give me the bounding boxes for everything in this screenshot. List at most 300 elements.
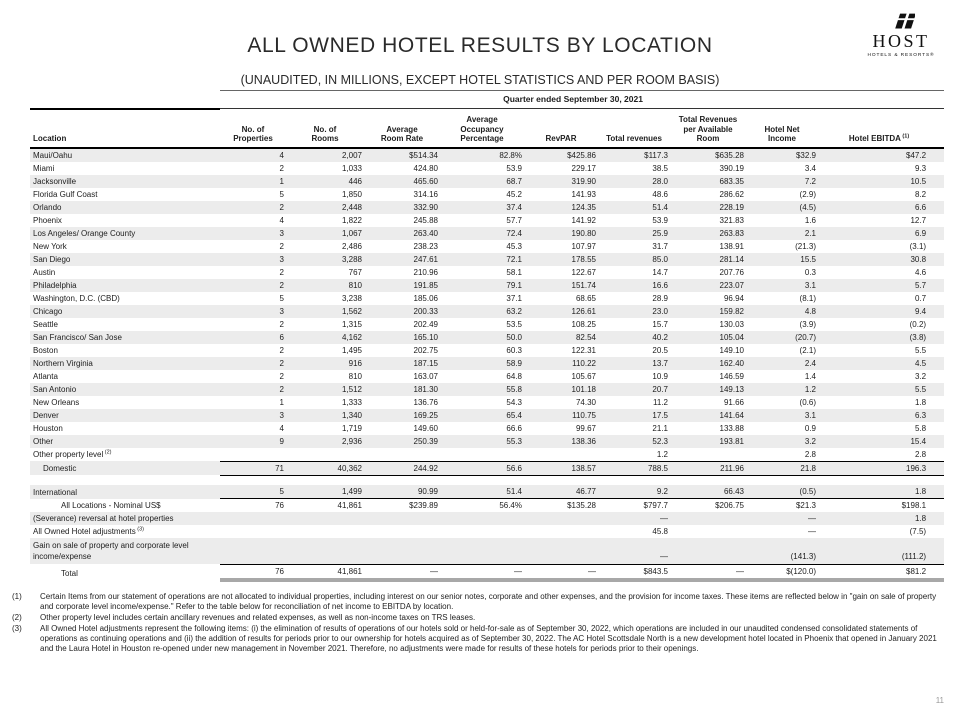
cell-revenues-per-available-room: 141.64 [670, 409, 746, 422]
cell-net-income: (20.7) [746, 331, 818, 344]
cell-rooms: 1,562 [286, 305, 364, 318]
cell-revenues-per-available-room: — [670, 564, 746, 580]
cell-total-revenues: 25.9 [598, 227, 670, 240]
cell-occupancy: 56.6 [440, 461, 524, 475]
table-row-phoenix [30, 214, 944, 227]
row-label: International [30, 485, 220, 499]
cell-occupancy: 66.6 [506, 423, 522, 433]
cell-total-revenues: — [598, 512, 670, 525]
cell-net-income: 2.1 [746, 227, 818, 240]
footnote [12, 592, 950, 612]
cell-ebitda: 4.6 [914, 267, 927, 277]
row-label: All Owned Hotel adjustments $^{(3)}$ [33, 526, 144, 537]
row-label: Gain on sale of property and corporate level income/expense [30, 538, 220, 564]
table-row-northern-virginia [30, 357, 944, 370]
cell-revpar: 74.30 [575, 397, 596, 407]
cell-ebitda: 1.8 [914, 397, 927, 407]
table-row-other [30, 435, 944, 448]
period-header-spacer-cell [30, 91, 220, 109]
host-logo-icon [887, 13, 915, 30]
cell-ebitda: 2.8 [914, 449, 927, 459]
cell-revenues-per-available-room: 66.43 [670, 485, 746, 499]
table-row-maui-oahu [30, 148, 944, 162]
row-label: Washington, D.C. (CBD) [33, 293, 120, 303]
cell-rooms: 916 [286, 357, 364, 370]
cell-total-revenues: 38.5 [652, 163, 668, 173]
cell-revpar: 151.74 [524, 279, 598, 292]
cell-rooms: 40,362 [286, 461, 364, 475]
cell-revpar: $135.28 [567, 501, 596, 511]
cell-rooms: 2,486 [341, 241, 362, 251]
cell-occupancy: 60.3 [506, 345, 522, 355]
cell-properties [220, 512, 286, 525]
cell-occupancy: 37.1 [506, 293, 522, 303]
cell-net-income: (2.9) [799, 189, 816, 199]
cell-occupancy: 58.9 [440, 357, 524, 370]
cell-occupancy [440, 512, 524, 525]
table-row-atlanta [30, 370, 944, 383]
cell-ebitda: 8.2 [914, 189, 927, 199]
cell-revenues-per-available-room: 286.62 [719, 189, 744, 199]
cell-net-income: 3.1 [746, 409, 818, 422]
cell-properties: 4 [220, 148, 286, 162]
cell-properties: 5 [220, 485, 286, 499]
cell-properties: 2 [279, 319, 284, 329]
cell-occupancy: 68.7 [440, 175, 524, 188]
cell-revpar: 108.25 [571, 319, 596, 329]
cell-properties: 2 [220, 383, 286, 396]
cell-total-revenues: $797.7 [643, 501, 668, 511]
row-label: Phoenix [33, 215, 62, 225]
cell-revenues-per-available-room: 193.81 [670, 435, 746, 448]
cell-occupancy: 65.4 [440, 409, 524, 422]
cell-total-revenues: 14.7 [652, 267, 668, 277]
results-table [30, 90, 944, 582]
cell-properties: 5 [279, 293, 284, 303]
cell-total-revenues: 52.3 [598, 435, 670, 448]
cell-total-revenues: 45.8 [652, 527, 668, 537]
row-label: Denver [30, 409, 220, 422]
row-label: New York [33, 241, 67, 251]
cell-net-income: 1.2 [746, 383, 818, 396]
row-label: Chicago [30, 305, 220, 318]
cell-properties: 3 [220, 227, 286, 240]
cell-rooms: 1,033 [341, 163, 362, 173]
cell-net-income: 3.4 [804, 163, 816, 173]
row-label: (Severance) reversal at hotel properties [30, 512, 220, 525]
cell-occupancy: 50.0 [440, 331, 524, 344]
row-label: Orlando [30, 201, 220, 214]
cell-revenues-per-available-room: 159.82 [670, 305, 746, 318]
cell-room-rate: 238.23 [413, 241, 438, 251]
table-row-all-owned-hotel-adjustments [30, 525, 944, 538]
cell-net-income: 3.2 [746, 435, 818, 448]
cell-ebitda: 6.9 [818, 227, 944, 240]
host-logo-tagline: HOTELS & RESORTS® [867, 53, 935, 58]
cell-net-income: 1.6 [804, 215, 816, 225]
cell-total-revenues: 31.7 [652, 241, 668, 251]
cell-occupancy: 64.8 [506, 371, 522, 381]
table-row-gain-on-sale-of-property-and-corporate-level-income-expense [30, 538, 944, 564]
col-header-occupancy: Average Occupancy Percentage [440, 109, 524, 148]
cell-net-income: 3.1 [746, 279, 818, 292]
row-label: Florida Gulf Coast [33, 189, 98, 199]
cell-revenues-per-available-room: 263.83 [670, 227, 746, 240]
spacer-cell [30, 475, 944, 485]
cell-net-income: $32.9 [746, 148, 818, 162]
cell-revpar: 107.97 [571, 241, 596, 251]
cell-ebitda: 3.2 [914, 371, 927, 381]
cell-rooms [286, 525, 364, 538]
cell-revenues-per-available-room: 146.59 [719, 371, 744, 381]
table-row-san-diego [30, 253, 944, 266]
cell-room-rate: 202.75 [413, 345, 438, 355]
cell-total-revenues: 15.7 [652, 319, 668, 329]
cell-properties: 2 [279, 345, 284, 355]
cell-rooms: 41,861 [286, 564, 364, 580]
cell-properties: 1 [279, 397, 284, 407]
cell-rooms: 446 [286, 175, 364, 188]
row-label: Maui/Oahu [30, 148, 220, 162]
cell-revpar: 101.18 [524, 383, 598, 396]
cell-net-income: (21.3) [795, 241, 816, 251]
cell-revenues-per-available-room: 321.83 [719, 215, 744, 225]
cell-properties: 2 [220, 279, 286, 292]
cell-ebitda: 10.5 [818, 175, 944, 188]
cell-revenues-per-available-room: 96.94 [723, 293, 744, 303]
cell-occupancy: 53.5 [506, 319, 522, 329]
cell-properties: 71 [220, 461, 286, 475]
table-row-houston [30, 422, 944, 435]
cell-revpar: 138.36 [524, 435, 598, 448]
cell-net-income: 1.4 [804, 371, 816, 381]
cell-occupancy: 37.4 [440, 201, 524, 214]
cell-total-revenues: 13.7 [598, 357, 670, 370]
footnote [12, 613, 950, 623]
row-label: Philadelphia [30, 279, 220, 292]
table-row-austin [30, 266, 944, 279]
cell-net-income: (141.3) [746, 538, 818, 564]
row-label: Other property level $^{(2)}$ [33, 449, 112, 460]
row-label: Houston [33, 423, 63, 433]
row-label: New Orleans [33, 397, 80, 407]
cell-occupancy: 53.9 [506, 163, 522, 173]
cell-net-income: — [808, 527, 816, 537]
cell-properties [220, 448, 286, 462]
table-row-severance-reversal-at-hotel-properties [30, 512, 944, 525]
cell-total-revenues: 11.2 [653, 397, 668, 407]
table-row-san-francisco-san-jose [30, 331, 944, 344]
cell-revpar [524, 538, 598, 564]
cell-properties: 2 [279, 371, 284, 381]
cell-properties: 2 [279, 241, 284, 251]
cell-room-rate: $514.34 [364, 148, 440, 162]
cell-ebitda: 6.3 [818, 409, 944, 422]
cell-total-revenues: 788.5 [598, 461, 670, 475]
cell-revpar: 110.22 [524, 357, 598, 370]
cell-properties: 6 [220, 331, 286, 344]
cell-total-revenues: $843.5 [598, 564, 670, 580]
cell-room-rate: — [364, 564, 440, 580]
row-label: Seattle [33, 319, 58, 329]
table-row-new-orleans [30, 396, 944, 409]
cell-occupancy: 55.3 [440, 435, 524, 448]
cell-revenues-per-available-room [670, 448, 746, 462]
cell-occupancy: 56.4% [499, 501, 522, 511]
cell-net-income: 0.3 [804, 267, 816, 277]
cell-revpar: 122.31 [571, 345, 596, 355]
col-header-properties: No. of Properties [220, 109, 286, 148]
row-label: San Diego [30, 253, 220, 266]
cell-revpar: 229.17 [571, 163, 596, 173]
cell-rooms: 1,067 [286, 227, 364, 240]
col-header-net-income: Hotel Net Income [746, 109, 818, 148]
cell-properties: 2 [220, 201, 286, 214]
cell-properties [220, 538, 286, 564]
cell-ebitda: 196.3 [818, 461, 944, 475]
col-header-location: Location [30, 109, 220, 148]
cell-room-rate: 332.90 [364, 201, 440, 214]
cell-room-rate: 90.99 [364, 485, 440, 499]
row-label: San Antonio [30, 383, 220, 396]
cell-occupancy: 45.2 [506, 189, 522, 199]
cell-properties: 3 [220, 409, 286, 422]
cell-room-rate: 181.30 [364, 383, 440, 396]
footnote-text: Other property level includes certain ancillary revenues and related expenses, as well as non-income taxes on TRS leases. [40, 613, 476, 622]
row-label: San Francisco/ San Jose [30, 331, 220, 344]
cell-room-rate: 424.80 [413, 163, 438, 173]
cell-room-rate: 202.49 [413, 319, 438, 329]
cell-properties: 4 [279, 215, 284, 225]
cell-room-rate: 245.88 [413, 215, 438, 225]
table-row-other-property-level [30, 448, 944, 462]
cell-revenues-per-available-room: 223.07 [670, 279, 746, 292]
table-row-philadelphia [30, 279, 944, 292]
table-row-denver [30, 409, 944, 422]
cell-total-revenues: 20.7 [598, 383, 670, 396]
col-header-total-revenues: Total revenues [598, 109, 670, 148]
table-row-international [30, 485, 944, 499]
cell-properties: 1 [220, 175, 286, 188]
cell-room-rate: 200.33 [364, 305, 440, 318]
cell-revpar: 138.57 [524, 461, 598, 475]
cell-net-income: (2.1) [799, 345, 816, 355]
row-label: Austin [33, 267, 56, 277]
cell-net-income: (0.6) [799, 397, 816, 407]
cell-net-income: (3.9) [799, 319, 816, 329]
cell-rooms: 1,719 [341, 423, 362, 433]
cell-occupancy [440, 538, 524, 564]
cell-revpar: 141.93 [571, 189, 596, 199]
cell-rooms: 3,288 [286, 253, 364, 266]
cell-net-income: — [746, 512, 818, 525]
cell-revenues-per-available-room [670, 525, 746, 538]
cell-properties: 4 [279, 423, 284, 433]
cell-occupancy [440, 525, 524, 538]
cell-properties: 76 [275, 501, 284, 511]
cell-total-revenues: 28.0 [598, 175, 670, 188]
cell-net-income: $(120.0) [746, 564, 818, 580]
cell-properties [220, 525, 286, 538]
table-body [30, 148, 944, 580]
cell-room-rate: 210.96 [413, 267, 438, 277]
cell-revenues-per-available-room [670, 538, 746, 564]
cell-ebitda: (3.8) [818, 331, 944, 344]
cell-revenues-per-available-room: 149.10 [719, 345, 744, 355]
cell-total-revenues: 40.2 [598, 331, 670, 344]
period-header-row [30, 91, 944, 109]
cell-rooms: 3,238 [341, 293, 362, 303]
cell-occupancy: 45.3 [506, 241, 522, 251]
cell-ebitda: 0.7 [914, 293, 927, 303]
cell-occupancy: 58.1 [506, 267, 522, 277]
cell-properties: 2 [279, 163, 284, 173]
cell-occupancy: 55.8 [440, 383, 524, 396]
cell-rooms: 4,162 [286, 331, 364, 344]
cell-ebitda: 5.5 [914, 345, 927, 355]
cell-revenues-per-available-room: 228.19 [670, 201, 746, 214]
cell-total-revenues: 10.9 [652, 371, 668, 381]
col-header-revenues-per-available-room: Total Revenues per Available Room [670, 109, 746, 148]
cell-revenues-per-available-room: $635.28 [670, 148, 746, 162]
cell-total-revenues: 9.2 [598, 485, 670, 499]
cell-revpar: 110.75 [524, 409, 598, 422]
cell-revenues-per-available-room: $206.75 [715, 501, 744, 511]
table-row-total [30, 564, 944, 580]
cell-ebitda: (0.2) [909, 319, 927, 329]
cell-rooms: 1,333 [341, 397, 362, 407]
cell-net-income: 7.2 [746, 175, 818, 188]
cell-revenues-per-available-room: 105.04 [670, 331, 746, 344]
cell-rooms: 1,512 [286, 383, 364, 396]
cell-occupancy: 72.1 [440, 253, 524, 266]
host-logo-wordmark: HOST [872, 31, 930, 51]
table-row-washington-d-c-cbd [30, 292, 944, 305]
cell-revenues-per-available-room: 281.14 [670, 253, 746, 266]
cell-ebitda: (111.2) [818, 538, 944, 564]
row-label: Domestic [30, 461, 220, 475]
table-row-los-angeles-orange-county [30, 227, 944, 240]
cell-revpar: 105.67 [571, 371, 596, 381]
table-row-boston [30, 344, 944, 357]
cell-room-rate: 314.16 [413, 189, 438, 199]
cell-ebitda: 12.7 [910, 215, 927, 225]
cell-revpar: 319.90 [524, 175, 598, 188]
cell-revpar: 68.65 [575, 293, 596, 303]
cell-total-revenues: $117.3 [598, 148, 670, 162]
page-title: ALL OWNED HOTEL RESULTS BY LOCATION [247, 34, 713, 57]
cell-room-rate: 191.85 [364, 279, 440, 292]
cell-rooms: 2,448 [286, 201, 364, 214]
cell-ebitda: 30.8 [818, 253, 944, 266]
table-row-florida-gulf-coast [30, 188, 944, 201]
cell-rooms: 2,936 [286, 435, 364, 448]
cell-room-rate [364, 538, 440, 564]
cell-ebitda: 9.4 [818, 305, 944, 318]
cell-revenues-per-available-room: 138.91 [719, 241, 744, 251]
cell-rooms: 1,499 [286, 485, 364, 499]
cell-ebitda: 5.7 [818, 279, 944, 292]
cell-room-rate [364, 525, 440, 538]
col-header-revpar: RevPAR [524, 109, 598, 148]
footnotes [12, 592, 950, 655]
table-row-orlando [30, 201, 944, 214]
cell-revenues-per-available-room: 207.76 [719, 267, 744, 277]
cell-ebitda: (7.5) [909, 527, 927, 537]
cell-room-rate: 163.07 [413, 371, 438, 381]
cell-net-income: 21.8 [746, 461, 818, 475]
cell-total-revenues: 53.9 [652, 215, 668, 225]
col-header-rooms: No. of Rooms [286, 109, 364, 148]
row-label: Miami [33, 163, 55, 173]
cell-room-rate: 187.15 [364, 357, 440, 370]
cell-room-rate: 465.60 [364, 175, 440, 188]
cell-revpar: 99.67 [575, 423, 596, 433]
table-row-jacksonville [30, 175, 944, 188]
cell-revpar: 124.35 [524, 201, 598, 214]
row-label: Jacksonville [30, 175, 220, 188]
cell-ebitda: 4.5 [818, 357, 944, 370]
table-row-all-locations-nominal-us [30, 499, 944, 513]
cell-ebitda: $81.2 [818, 564, 944, 580]
cell-total-revenues: 1.2 [656, 449, 668, 459]
cell-rooms: 810 [348, 371, 362, 381]
cell-rooms: 41,861 [337, 501, 362, 511]
cell-properties: 2 [220, 357, 286, 370]
cell-revpar [524, 448, 598, 462]
cell-revpar: — [524, 564, 598, 580]
cell-revenues-per-available-room: 683.35 [670, 175, 746, 188]
row-label: Los Angeles/ Orange County [30, 227, 220, 240]
cell-total-revenues: 51.4 [598, 201, 670, 214]
cell-revenues-per-available-room [670, 512, 746, 525]
col-header-ebitda: Hotel EBITDA $^{(1)}$ [818, 109, 944, 148]
cell-total-revenues: 48.6 [652, 189, 668, 199]
cell-net-income: (4.5) [746, 201, 818, 214]
cell-ebitda: 6.6 [818, 201, 944, 214]
cell-revpar: 46.77 [524, 485, 598, 499]
cell-net-income: 2.8 [804, 449, 816, 459]
cell-room-rate [364, 448, 440, 462]
cell-revpar: 178.55 [524, 253, 598, 266]
cell-revpar: 141.92 [571, 215, 596, 225]
cell-ebitda: 1.8 [818, 485, 944, 499]
cell-revpar: 82.54 [524, 331, 598, 344]
cell-properties: 2 [279, 267, 284, 277]
cell-net-income: $21.3 [795, 501, 816, 511]
cell-revenues-per-available-room: 211.96 [670, 461, 746, 475]
cell-occupancy: 54.3 [506, 397, 522, 407]
cell-total-revenues: 85.0 [598, 253, 670, 266]
cell-revpar: 122.67 [571, 267, 596, 277]
cell-occupancy: 72.4 [440, 227, 524, 240]
row-label: All Locations - Nominal US$ [61, 501, 161, 511]
footnote-text: All Owned Hotel adjustments represent the following items: (i) the elimination of results of operations of our hotels sold or held-for-sale as of September 30, 2022, which operations are included in our unaudited condensed consolidated statements of operations as continuing operations and (ii) the addition of results for periods prior to our ownership for hotels acquired as of September 30, 2022. The AC Hotel Scottsdale North is a new development hotel located in Phoenix that opened in January 2021 and the Laura Hotel in Houston re-opened under new management in November 2021. Therefore, no adjustments were made for results of these hotels for periods prior to their openings. [40, 624, 937, 653]
cell-net-income: 0.9 [804, 423, 816, 433]
cell-room-rate: 263.40 [364, 227, 440, 240]
cell-ebitda: 9.3 [914, 163, 927, 173]
cell-revenues-per-available-room: 149.13 [670, 383, 746, 396]
table-row-san-antonio [30, 383, 944, 396]
cell-occupancy [440, 448, 524, 462]
cell-net-income: 4.8 [746, 305, 818, 318]
cell-rooms [286, 512, 364, 525]
cell-rooms: 1,822 [341, 215, 362, 225]
row-label: Other [30, 435, 220, 448]
cell-occupancy: 82.8% [440, 148, 524, 162]
cell-ebitda: 5.5 [818, 383, 944, 396]
cell-room-rate: 136.76 [413, 397, 438, 407]
